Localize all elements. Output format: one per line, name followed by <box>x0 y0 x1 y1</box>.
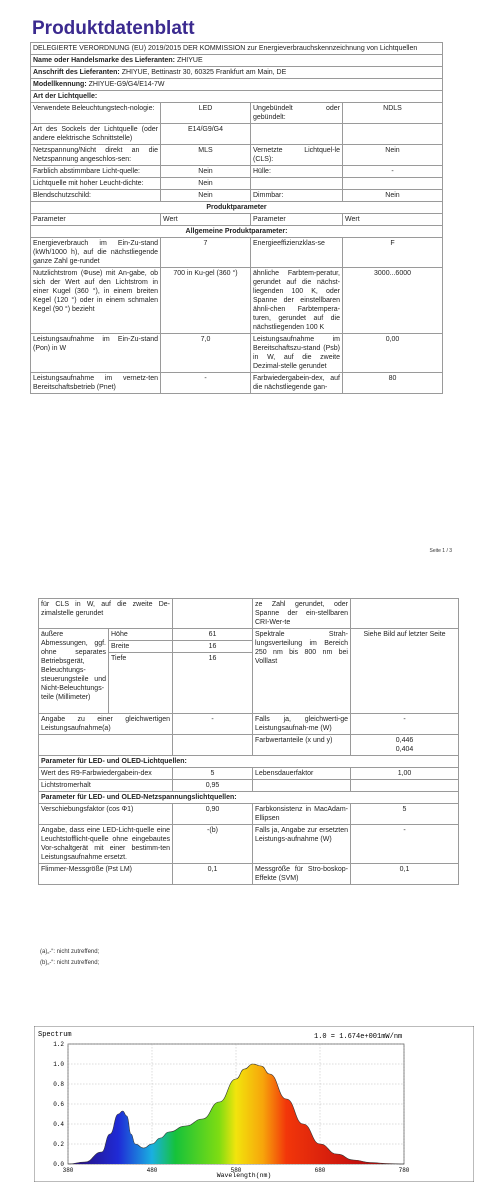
technology-value: LED <box>161 103 251 124</box>
supplier-name-label: Name oder Handelsmarke des Lieferanten: <box>33 57 175 64</box>
mains-led-parameters-heading: Parameter für LED- und OLED-Netzspannungslichtquellen: <box>39 792 459 804</box>
cri-label-cont: ze Zahl gerundet, oder Spanne der ein-stellbaren CRI-Wer-te <box>253 599 351 629</box>
glare-shield-label: Blendschutzschild: <box>31 190 161 202</box>
replaced-power-label: Falls ja, Angabe zur ersetzten Leistungs-aufnahme (W) <box>253 825 351 864</box>
r9-label: Wert des R9-Farbwiedergabein-dex <box>39 768 173 780</box>
led-parameters-heading: Parameter für LED- und OLED-Lichtquellen: <box>39 756 459 768</box>
replacement-value: -(b) <box>173 825 253 864</box>
product-parameters-heading: Produktparameter <box>31 202 443 214</box>
energy-class-value: F <box>343 238 443 268</box>
color-temperature-label: ähnliche Farbtem-peratur, gerundet auf die nächst-liegenden 100 K, oder Spanne der einstellbaren ähnli-chen Farbtempera-turen, gerundet auf die nächstliegenden 100 K <box>251 268 343 334</box>
displacement-factor-value: 0,90 <box>173 804 253 825</box>
directional-value: NDLS <box>343 103 443 124</box>
equivalent-power-label: Angabe zu einer gleichwertigen Leistungsaufnahme(a) <box>39 714 173 735</box>
dimmable-value: Nein <box>343 190 443 202</box>
mains-value: MLS <box>161 145 251 166</box>
dim-width-label: Breite <box>109 641 173 653</box>
mains-label: Netzspannung/Nicht direkt an die Netzspannung angeschlos-sen: <box>31 145 161 166</box>
y-tick-label: 0.0 <box>53 1161 64 1168</box>
address-row <box>31 67 443 79</box>
survival-factor-label: Lebensdauerfaktor <box>253 768 351 780</box>
replaced-power-value: - <box>351 825 459 864</box>
replacement-label: Angabe, dass eine LED-Licht-quelle eine Leuchtstofflicht-quelle ohne eingebautes Vor-schaltgerät mit einer bestimm-ten Leistungsaufnahme ersetzt. <box>39 825 173 864</box>
dim-depth-value: 16 <box>173 653 253 714</box>
equivalent-power-value: - <box>173 714 253 735</box>
flicker-label: Flimmer-Messgröße (Pst LM) <box>39 864 173 885</box>
cri-label: Farbwiedergabein-dex, auf die nächstliegende gan- <box>251 373 343 394</box>
x-tick-label: 680 <box>314 1167 326 1174</box>
glare-shield-value: Nein <box>161 190 251 202</box>
energy-consumption-label: Energieverbrauch im Ein-Zu-stand (kWh/1000 h), auf die nächstliegende ganze Zahl ge-rundet <box>31 238 161 268</box>
model-id: ZHIYUE-G9/G4/E14-7W <box>88 81 165 88</box>
spectral-distribution-label: Spektrale Strah-lungsverteilung im Bereich 250 nm bis 800 nm bei Volllast <box>253 629 351 714</box>
standby-power-value: 0,00 <box>343 334 443 373</box>
envelope-label: Hülle: <box>251 166 343 178</box>
high-luminance-label: Lichtquelle mit hoher Leucht-dichte: <box>31 178 161 190</box>
y-tick-label: 0.4 <box>53 1121 64 1128</box>
cls-power-label-cont: für CLS in W, auf die zweite De-zimalstelle gerundet <box>39 599 173 629</box>
equivalent-power-watt-value: - <box>351 714 459 735</box>
connected-label: Vernetzte Lichtquel-le (CLS): <box>251 145 343 166</box>
energy-consumption-value: 7 <box>161 238 251 268</box>
column-header-value-2: Wert <box>343 214 443 226</box>
on-mode-power-label: Leistungsaufnahme im Ein-Zu-stand (Pon) in W <box>31 334 161 373</box>
tunable-value: Nein <box>161 166 251 178</box>
model-row <box>31 79 443 91</box>
directional-label: Ungebündelt oder gebündelt: <box>251 103 343 124</box>
networked-standby-value: - <box>161 373 251 394</box>
column-header-parameter-2: Parameter <box>251 214 343 226</box>
cap-type-label: Art des Sockels der Lichtquelle (oder andere elektrische Schnittstelle) <box>31 124 161 145</box>
stroboscopic-value: 0,1 <box>351 864 459 885</box>
page-title: Produktdatenblatt <box>32 18 195 39</box>
supplier-name-row <box>31 55 443 67</box>
dimensions-label: äußere Abmessungen, ggf. ohne separates Betriebsgerät, Beleuchtungs-steuerungsteile und Nicht-Beleuchtungs-teile (Millimeter) <box>39 629 109 714</box>
supplier-name: ZHIYUE <box>176 57 203 64</box>
dim-depth-label: Tiefe <box>109 653 173 714</box>
energy-class-label: Energieeffizienzklas-se <box>251 238 343 268</box>
datasheet-table-1 <box>30 42 443 394</box>
color-consistency-value: 5 <box>351 804 459 825</box>
luminous-flux-value: 700 in Ku-gel (360 °) <box>161 268 251 334</box>
datasheet-page-1 <box>0 0 500 568</box>
standby-power-label: Leistungsaufnahme im Bereitschaftszu-stand (Psb) in W, auf die zweite Dezimal-stelle gerundet <box>251 334 343 373</box>
cri-value: 80 <box>343 373 443 394</box>
x-axis-label: Wavelength(nm) <box>216 1172 272 1179</box>
x-tick-label: 380 <box>62 1167 74 1174</box>
footnote-b: (b)„-“: nicht zutreffend; <box>40 960 100 966</box>
column-header-value: Wert <box>161 214 251 226</box>
model-label: Modellkennung: <box>33 81 87 88</box>
on-mode-power-value: 7,0 <box>161 334 251 373</box>
color-consistency-label: Farbkonsistenz in MacAdam-Ellipsen <box>253 804 351 825</box>
dim-height-value: 61 <box>173 629 253 641</box>
chart-annotation: 1.0 = 1.674e+001mW/nm <box>314 1033 403 1041</box>
datasheet-table-2 <box>38 598 459 885</box>
networked-standby-label: Leistungsaufnahme im vernetz-ten Bereitschaftsbetrieb (Pnet) <box>31 373 161 394</box>
dim-height-label: Höhe <box>109 629 173 641</box>
equivalent-power-watt-label: Falls ja, gleichwerti-ge Leistungsaufnah-me (W) <box>253 714 351 735</box>
general-parameters-heading: Allgemeine Produktparameter: <box>31 226 443 238</box>
address-label: Anschrift des Lieferanten: <box>33 69 120 76</box>
y-tick-label: 0.8 <box>53 1081 64 1088</box>
footnotes <box>40 947 99 969</box>
light-type-label: Art der Lichtquelle: <box>31 91 443 103</box>
cap-type-value: E14/G9/G4 <box>161 124 251 145</box>
footnote-a: (a)„-“: nicht zutreffend; <box>40 949 100 955</box>
color-temperature-value: 3000...6000 <box>343 268 443 334</box>
y-tick-label: 1.0 <box>53 1061 64 1068</box>
high-luminance-value: Nein <box>161 178 251 190</box>
stroboscopic-label: Messgröße für Stro-boskop-Effekte (SVM) <box>253 864 351 885</box>
datasheet-page-2 <box>0 592 500 1002</box>
dimmable-label: Dimmbar: <box>251 190 343 202</box>
envelope-value: - <box>343 166 443 178</box>
lumen-maintenance-label: Lichtstromerhalt <box>39 780 173 792</box>
chart-title: Spectrum <box>38 1031 72 1039</box>
y-tick-label: 0.6 <box>53 1101 64 1108</box>
lumen-maintenance-value: 0,95 <box>173 780 253 792</box>
displacement-factor-label: Verschiebungsfaktor (cos Φ1) <box>39 804 173 825</box>
y-tick-label: 0.2 <box>53 1141 64 1148</box>
x-tick-label: 780 <box>398 1167 410 1174</box>
chromaticity-value: 0,446 0,404 <box>351 735 459 756</box>
x-tick-label: 480 <box>146 1167 158 1174</box>
survival-factor-value: 1,00 <box>351 768 459 780</box>
y-tick-label: 1.2 <box>53 1041 64 1048</box>
dim-width-value: 16 <box>173 641 253 653</box>
chromaticity-label: Farbwertanteile (x und y) <box>253 735 351 756</box>
column-header-parameter: Parameter <box>31 214 161 226</box>
x-tick-label: 580 <box>230 1167 242 1174</box>
connected-value: Nein <box>343 145 443 166</box>
spectral-distribution-value: Siehe Bild auf letzter Seite <box>351 629 459 714</box>
spectrum-chart <box>34 1026 474 1182</box>
tunable-label: Farblich abstimmbare Licht-quelle: <box>31 166 161 178</box>
supplier-address: ZHIYUE, Bettinastr 30, 60325 Frankfurt am Main, DE <box>121 69 287 76</box>
r9-value: 5 <box>173 768 253 780</box>
regulation-text: DELEGIERTE VERORDNUNG (EU) 2019/2015 DER KOMMISSION zur Energieverbrauchskennzeichnung von Lichtquellen <box>31 43 443 55</box>
luminous-flux-label: Nutzlichtstrom (Φuse) mit An-gabe, ob sich der Wert auf den Lichtstrom in einer Kugel (360 °), in einem breiten Kegel (120 °) oder in einem schmalen Kegel (90 °) bezieht <box>31 268 161 334</box>
technology-label: Verwendete Beleuchtungstech-nologie: <box>31 103 161 124</box>
flicker-value: 0,1 <box>173 864 253 885</box>
page-number: Seite 1 / 3 <box>429 548 452 554</box>
